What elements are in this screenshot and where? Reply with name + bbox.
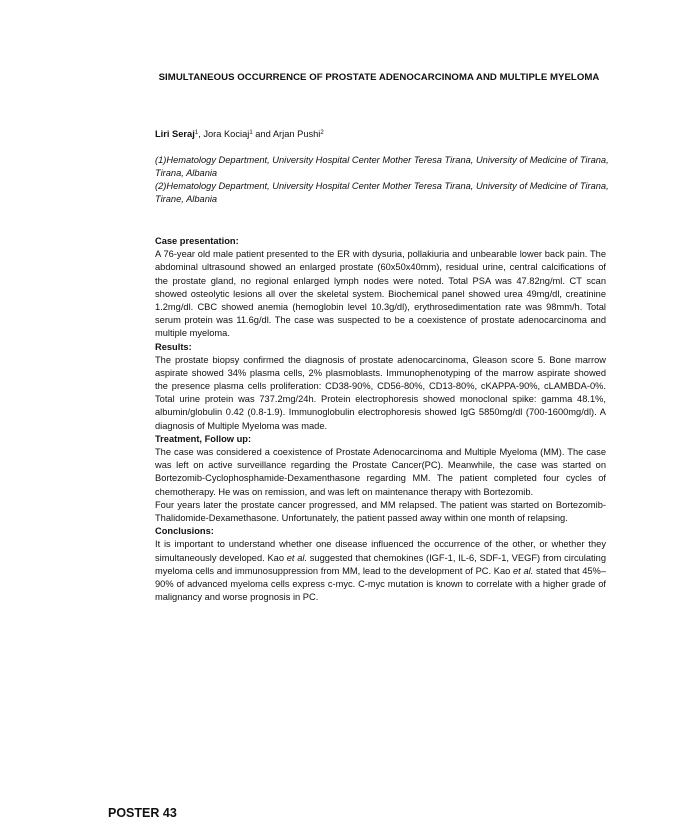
poster-number: POSTER 43 [108, 806, 177, 820]
author-name: Liri Seraj [155, 129, 195, 139]
treatment-text: The case was considered a coexistence of Prostate Adenocarcinoma and Multiple Myeloma (MM). The case was left on active surveillance regarding the Prostate Cancer(PC). Meanwhile, the case was started on Bortezomib-Cyclophosphamide-Dexamenthasone regarding MM. The patient completed four cycles of chemotherapy. He was on remission, and was left on maintenance therapy with Bortezomib. [155, 447, 606, 497]
author-separator: , [198, 129, 204, 139]
section-heading-conclusions: Conclusions: [155, 526, 214, 537]
section-heading-treatment: Treatment, Follow up: [155, 433, 252, 444]
conclusions-text [155, 538, 606, 604]
case-presentation-text: A 76-year old male patient presented to the ER with dysuria, pollakiuria and unbearable lower back pain. The abdominal ultrasound showed an enlarged prostate (60x50x40mm), residual urine, central calcifications of the prostate gland, no regional enlarged lymph nodes were noted. Total PSA was 47.82ng/ml. CT scan showed osteolytic lesions all over the skeletal system. Biochemical panel showed urea 49mg/dl, creatinine 1.2mg/dl. CBC showed anemia (hemoglobin level 10.3g/dl), erythrosedimentation rate was 98mm/h. Total serum protein was 11.6g/dl. The case was suspected to be a coexistence of prostate adenocarcinoma and multiple myeloma. [155, 249, 606, 339]
author-separator: and [252, 129, 273, 139]
affiliations [155, 154, 610, 206]
follow-up-text: Four years later the prostate cancer progressed, and MM relapsed. The patient was started on Bortezomib-Thalidomide-Dexamethasone. Unfortunately, the patient passed away within one month of relapsing. [155, 499, 606, 523]
affiliation-line: (1)Hematology Department, University Hospital Center Mother Teresa Tirana, University of Medicine of Tirana, Tirana, Albania [155, 155, 609, 178]
et-al-italic: et al. [286, 552, 308, 563]
affiliation-marker: 1 [194, 130, 199, 136]
et-al-italic: et al. [513, 565, 534, 576]
results-text: The prostate biopsy confirmed the diagnosis of prostate adenocarcinoma, Gleason score 5. Bone marrow aspirate showed 34% plasma cells, 2% plasmoblasts. Immunophenotyping of the marrow aspirate showed the presence plasma cells proliferation: CD38-90%, CD56-80%, CD13-80%, cKAPPA-90%, cLAMBDA-0%. Total urine protein was 737.2mg/24h. Protein electrophoresis showed monoclonal spike: gamma 48.1%, albumin/globulin 0.42 (0.8-1.9). Immunoglobulin electrophoresis showed IgG 5850mg/dl (700-1600mg/dl). A diagnosis of Multiple Myeloma was made. [155, 354, 606, 431]
abstract-title: SIMULTANEOUS OCCURRENCE OF PROSTATE ADENOCARCINOMA AND MULTIPLE MYELOMA [158, 72, 600, 83]
conclusions-text-part: suggested that chemokines (IGF-1, IL-6, SDF-1, VEGF) from circulating myeloma cells and immunosuppression from MM, lead to the development of PC. Kao [155, 552, 607, 576]
affiliation-line: (2)Hematology Department, University Hospital Center Mother Teresa Tirana, University of Medicine of Tirana, Tirane, Albania [155, 181, 609, 204]
conclusions-text-part: It is important to understand whether one disease influenced the occurrence of the other, or whether they simultaneously developed. Kao [155, 539, 606, 563]
section-heading-results: Results: [155, 341, 192, 352]
conclusions-text-part: stated that 45%–90% of advanced myeloma cells express c-myc. C-myc mutation is known to correlate with a higher grade of malignancy and worse prognosis in PC. [155, 565, 606, 603]
author-list [155, 127, 615, 141]
section-heading-case: Case presentation: [155, 236, 239, 246]
abstract-body [155, 235, 606, 604]
author-name: Jora Kociaj [203, 129, 250, 139]
author-name: Arjan Pushi [272, 129, 321, 139]
affiliation-marker: 1 [249, 130, 253, 136]
affiliation-marker: 2 [320, 130, 324, 136]
